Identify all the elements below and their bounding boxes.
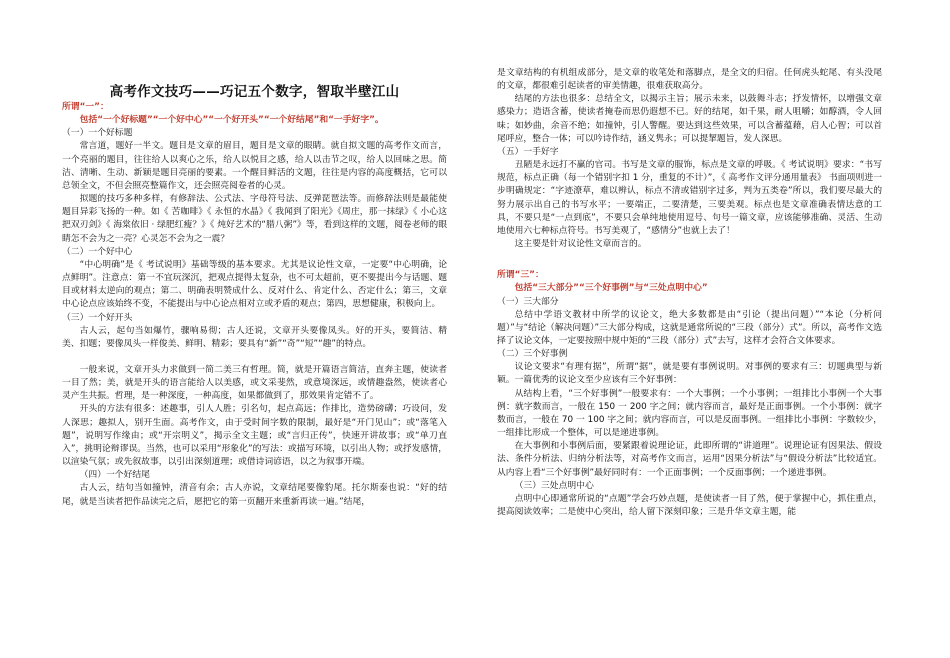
section-one-heading: 包括“一个好标题”“一个好中心”“一个好开头”“一个好结尾”和“一手好字”。 bbox=[79, 115, 384, 126]
paragraph: 议论文要求“有理有据”，所谓“据”，就是要有事例说明。对事例的要求有三：切题典型与新颖。一篇优秀的议论文至少应该有三个好事例： bbox=[497, 362, 882, 386]
subsection-heading-three-parts: （一）三大部分 bbox=[497, 296, 559, 307]
paragraph: 拟题的技巧多种多样，有修辞法、公式法、字母符号法、反弹琵琶法等。而修辞法则是最能使题目异彩飞扬的一种。如《 苦咖啡》《 永恒的水晶》《 我闻到了阳光》《周庄，那一抹绿》《 小心这把双刃剑》《 海棠依旧 · 绿肥红瘦？》《 炖好艺术的“腊八粥”》等，看到这样的文题，阅卷老师的眼睛怎不会为之一亮？心灵怎不会为之一震？ bbox=[62, 194, 447, 244]
paragraph: 一般来说，文章开头力求做到一简二美三有哲理。简，就是开篇语言简洁，直奔主题，使读者一目了然；美，就是开头的语言能给人以美感，或文采斐然，或意境深远，或情趣盎然，使读者心灵产生共振。哲理，是一种深度，一种高度，如果都做到了，那效果肯定错不了。 bbox=[62, 364, 447, 402]
paragraph: “中心明确”是《 考试说明》基础等级的基本要求。尤其是议论性文章，一定要“中心明确，论点鲜明”。注意点：第一不宜玩深沉，把观点提得太复杂，也不可太超前，更不要提出今与话题、题目或材料太逆向的观点；第二、明确表明赞成什么、反对什么、肯定什么、否定什么；第三，文章中心论点应该始终不变，不能提出与中心论点相对立或矛盾的观点；第四，思想健康，积极向上。 bbox=[62, 259, 447, 310]
subsection-heading-three-points: （三）三处点明中心 bbox=[514, 480, 594, 491]
subsection-heading-title: （一）一个好标题 bbox=[62, 128, 133, 139]
subsection-heading-center: （二）一个好中心 bbox=[62, 246, 133, 257]
paragraph: 常言道，题好一半文。题目是文章的眉目，题目是文章的眼睛。就自拟文题的高考作文而言，一个亮丽的题目，往往给人以爽心之乐，给人以悦目之感，给人以击节之叹，给人以回味之思。简洁、清晰、生动、新颖是题目亮丽的要素。一个醒目鲜活的文题，往往是内容的高度概括，它可以总领全文，不但会照亮整篇作文，还会照亮阅卷者的心灵。 bbox=[62, 141, 447, 191]
paragraph: 结尾的方法也很多：总结全文，以揭示主旨；展示未来，以鼓舞斗志；抒发情怀，以增强文章感染力；造语含蓄，使读者掩卷而思仍遐想不已。好的结尾，如千果，耐人咀嚼；如醇酒，令人回味；如妙曲，余音不绝；如撞钟，引人警醒。要达到这些效果，可以含蓄蕴藉，启人心智；可以首尾呼应，整合一体；可以吟诗作结，涵义隽永；可以提挈题旨，发人深思。 bbox=[497, 94, 882, 144]
right-column bbox=[497, 67, 882, 519]
paragraph: 古人云，起句当如爆竹，骤响易彻；古人还说，文章开头要像凤头。好的开头，要简洁、精美、扣题；要像凤头一样俊美、鲜明、精彩；要具有“新”“奇”“短”“趣”的特点。 bbox=[62, 325, 447, 349]
paragraph: 在大事例和小事例后面，要紧跟着说理论证，此即所谓的“讲道理”。说理论证有因果法、假设法、条件分析法、归纳分析法等，对高考作文而言，运用“因果分析法”与“假设分析法”比较适宜。从内容上看“三个好事例”最好同时有：一个正面事例；一个反面事例；一个递进事例。 bbox=[497, 441, 882, 478]
subsection-heading-handwriting: （五）一手好字 bbox=[497, 146, 559, 157]
paragraph: 点明中心即通常所说的“点题”学会巧妙点题，是使读者一目了然，便于掌握中心，抓住重点，提高阅读效率；二是使中心突出，给人留下深刻印象；三是升华文章主题，能 bbox=[497, 493, 882, 517]
paragraph: 开头的方法有很多：述趣事，引人人胜；引名句，起点高远；作排比，造势磅礴；巧设问，发人深思；趣拟人，别开生面。高考作文，由于受时间字数的限制，最好是“开门见山”；或“落笔入题”，说明写作缘由；或“开宗明义”，揭示全文主题；或“言归正传”，快速开讲故事；或“单刀直入”，挑明论辩谬误。当然，也可以采用“形象化”的写法：或描写环境，以引出人物；或抒发感情，以渲染气氛；或先叙故事，以引出深刻道理；或借诗词谚语，以之为叙事开端。 bbox=[62, 404, 447, 468]
spacer bbox=[497, 251, 882, 269]
paragraph: 从结构上看，“三个好事例”一般要求有：一个大事例；一个小事例；一组排比小事例一个大事例：就字数而言，一般在 150 一 200 字之间；就内容而言，最好是正面事例。一个小事例：就字数而言，一般在 70 一 100 字之间；就内容而言，可以是反面事例。一组排比小事例：字数较少，一组排比形成一个整体，可以是递进事例。 bbox=[497, 388, 882, 439]
page-title: 高考作文技巧——巧记五个数字，智取半壁江山 bbox=[109, 84, 400, 100]
paragraph: 丑陋是永远打不赢的官司。书写是文章的服饰，标点是文章的呼吸。《 考试说明》要求：“书写规范，标点正确（每一个错别字扣 1 分，重复的不计）”，《 高考作文评分通用量表》 书面项则进一步明确规定：“字迹潦草，难以辨认，标点不清或错别字过多，判为五类卷”所以，我们要尽最大的努力展示出自己的书写水平；一要端正，二要清楚，三要美观。标点也是文章准确表情达意的工具，不要只是“一点到底”，不要只会单纯地使用逗号、句号一篇文章，应该能够准确、灵活、生动地使用六七种标点符号。书写美观了，“感情分”也就上去了！ bbox=[497, 160, 882, 236]
subsection-heading-ending: （四）一个好结尾 bbox=[79, 470, 150, 481]
section-three-heading: 包括“三大部分”“三个好事例”与“三处点明中心” bbox=[514, 283, 708, 294]
section-label-one: 所谓“一”： bbox=[62, 102, 109, 112]
paragraph: 是文章结构的有机组成部分，是文章的收笔处和落脚点，是全文的归宿。任何虎头蛇尾、有头没尾的文章，都很难引起读者的审美情趣，很难获取高分。 bbox=[497, 68, 882, 92]
paragraph: 古人云，结句当如撞钟，清音有余；古人亦说，文章结尾要像豹尾。托尔斯泰也说：“好的结尾，就是当读者把作品读完之后，愿把它的第一页翻开来重新再读一遍。”结尾， bbox=[62, 483, 447, 507]
spacer bbox=[62, 351, 447, 364]
paragraph: 总结中学语文教材中所学的议论文，绝大多数都是由“引论（提出问题）”“本论（分析问题）”与“结论（解决问题）”三大部分构成，这就是通常所说的“三段（部分）式”。所以，高考作文选择了议论文体，一定要按照中规中矩的“三段（部分）式”去写，这样才会符合文体要求。 bbox=[497, 309, 882, 346]
section-label-three: 所谓“三”： bbox=[497, 270, 544, 281]
left-column bbox=[62, 101, 447, 509]
subsection-heading-opening: （三）一个好开头 bbox=[62, 312, 133, 323]
paragraph: 这主要是针对议论性文章而言的。 bbox=[514, 239, 647, 250]
subsection-heading-three-examples: （二）三个好事例 bbox=[497, 349, 568, 360]
